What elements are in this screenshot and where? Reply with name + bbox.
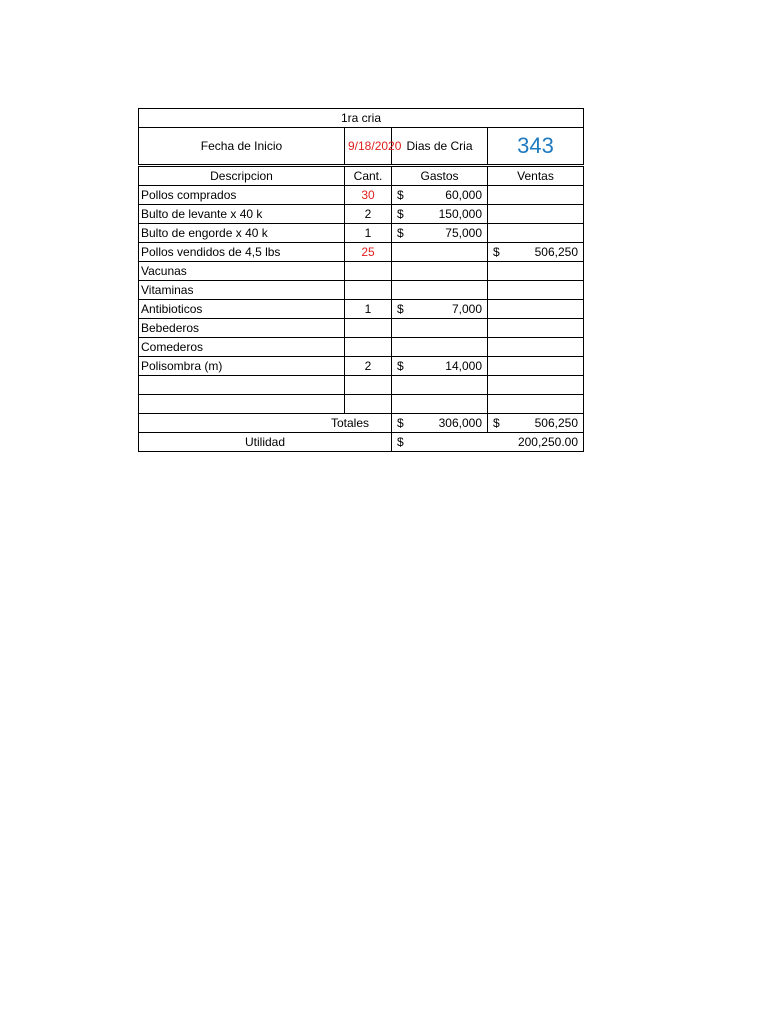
row-sales[interactable] (488, 186, 584, 205)
table-row (139, 376, 584, 395)
table-row (139, 205, 584, 224)
row-sales[interactable] (488, 243, 584, 262)
header-row (139, 166, 584, 186)
row-quantity[interactable]: 2 (345, 205, 392, 224)
row-description[interactable]: Vacunas (139, 262, 345, 281)
cria-table (138, 108, 584, 452)
row-sales[interactable] (488, 262, 584, 281)
row-sales[interactable] (488, 357, 584, 376)
row-description[interactable]: Vitaminas (139, 281, 345, 300)
row-expenses[interactable] (392, 300, 488, 319)
totals-expenses[interactable] (392, 414, 488, 433)
amount: 200,250.00 (517, 435, 579, 449)
row-description[interactable]: Pollos comprados (139, 186, 345, 205)
row-quantity[interactable] (345, 262, 392, 281)
row-sales[interactable] (488, 205, 584, 224)
utilidad-value[interactable] (392, 433, 584, 452)
row-expenses[interactable] (392, 186, 488, 205)
row-description[interactable]: Bulto de engorde x 40 k (139, 224, 345, 243)
sheet-title[interactable]: 1ra cria (139, 109, 584, 128)
amount: 150,000 (438, 207, 482, 221)
currency-symbol: $ (397, 226, 404, 240)
row-description[interactable]: Comederos (139, 338, 345, 357)
row-expenses[interactable] (392, 357, 488, 376)
row-sales[interactable] (488, 224, 584, 243)
row-description[interactable] (139, 395, 345, 414)
info-row (139, 128, 584, 166)
table-row (139, 357, 584, 376)
row-sales[interactable] (488, 281, 584, 300)
amount: 75,000 (445, 226, 482, 240)
currency-symbol: $ (397, 416, 404, 430)
start-date-label-cell[interactable] (139, 128, 345, 166)
row-expenses[interactable] (392, 243, 488, 262)
table-row (139, 262, 584, 281)
amount: 506,250 (534, 245, 579, 259)
row-sales[interactable] (488, 300, 584, 319)
table-row (139, 319, 584, 338)
row-expenses[interactable] (392, 224, 488, 243)
row-expenses[interactable] (392, 338, 488, 357)
table-row (139, 395, 584, 414)
header-sales[interactable]: Ventas (488, 166, 584, 186)
table-row (139, 338, 584, 357)
row-quantity[interactable] (345, 395, 392, 414)
row-quantity[interactable]: 1 (345, 224, 392, 243)
header-quantity[interactable]: Cant. (345, 166, 392, 186)
row-expenses[interactable] (392, 395, 488, 414)
row-expenses[interactable] (392, 319, 488, 338)
row-quantity[interactable] (345, 338, 392, 357)
table-row (139, 186, 584, 205)
days-value[interactable]: 343 (488, 128, 584, 166)
spreadsheet (138, 108, 583, 452)
amount: 506,250 (534, 416, 579, 430)
currency-symbol: $ (493, 245, 500, 259)
row-quantity[interactable]: 2 (345, 357, 392, 376)
row-description[interactable]: Antibioticos (139, 300, 345, 319)
row-quantity[interactable] (345, 376, 392, 395)
row-sales[interactable] (488, 395, 584, 414)
start-date-value[interactable]: 9/18/2020 (345, 128, 392, 166)
amount: 60,000 (445, 188, 482, 202)
currency-symbol: $ (397, 188, 404, 202)
row-description[interactable] (139, 376, 345, 395)
table-row (139, 224, 584, 243)
row-expenses[interactable] (392, 205, 488, 224)
utilidad-label[interactable]: Utilidad (139, 433, 392, 452)
days-label[interactable]: Dias de Cria (392, 128, 488, 166)
currency-symbol: $ (397, 359, 404, 373)
row-quantity[interactable]: 30 (345, 186, 392, 205)
row-sales[interactable] (488, 319, 584, 338)
totals-label[interactable]: Totales (139, 414, 392, 433)
row-description[interactable]: Bebederos (139, 319, 345, 338)
totals-row (139, 414, 584, 433)
title-row (139, 109, 584, 128)
header-expenses[interactable]: Gastos (392, 166, 488, 186)
currency-symbol: $ (397, 207, 404, 221)
currency-symbol: $ (493, 416, 500, 430)
row-description[interactable]: Pollos vendidos de 4,5 lbs (139, 243, 345, 262)
start-date-label: Fecha de Inicio (200, 139, 283, 153)
row-quantity[interactable] (345, 319, 392, 338)
currency-symbol: $ (397, 302, 404, 316)
row-quantity[interactable]: 1 (345, 300, 392, 319)
table-row (139, 281, 584, 300)
row-expenses[interactable] (392, 281, 488, 300)
table-row (139, 300, 584, 319)
row-description[interactable]: Bulto de levante x 40 k (139, 205, 345, 224)
table-row (139, 243, 584, 262)
header-description[interactable]: Descripcion (139, 166, 345, 186)
currency-symbol: $ (397, 435, 404, 449)
row-quantity[interactable] (345, 281, 392, 300)
totals-sales[interactable] (488, 414, 584, 433)
amount: 7,000 (451, 302, 482, 316)
row-quantity[interactable]: 25 (345, 243, 392, 262)
row-expenses[interactable] (392, 376, 488, 395)
row-description[interactable]: Polisombra (m) (139, 357, 345, 376)
row-expenses[interactable] (392, 262, 488, 281)
row-sales[interactable] (488, 376, 584, 395)
amount: 306,000 (438, 416, 482, 430)
row-sales[interactable] (488, 338, 584, 357)
utilidad-row (139, 433, 584, 452)
amount: 14,000 (445, 359, 482, 373)
